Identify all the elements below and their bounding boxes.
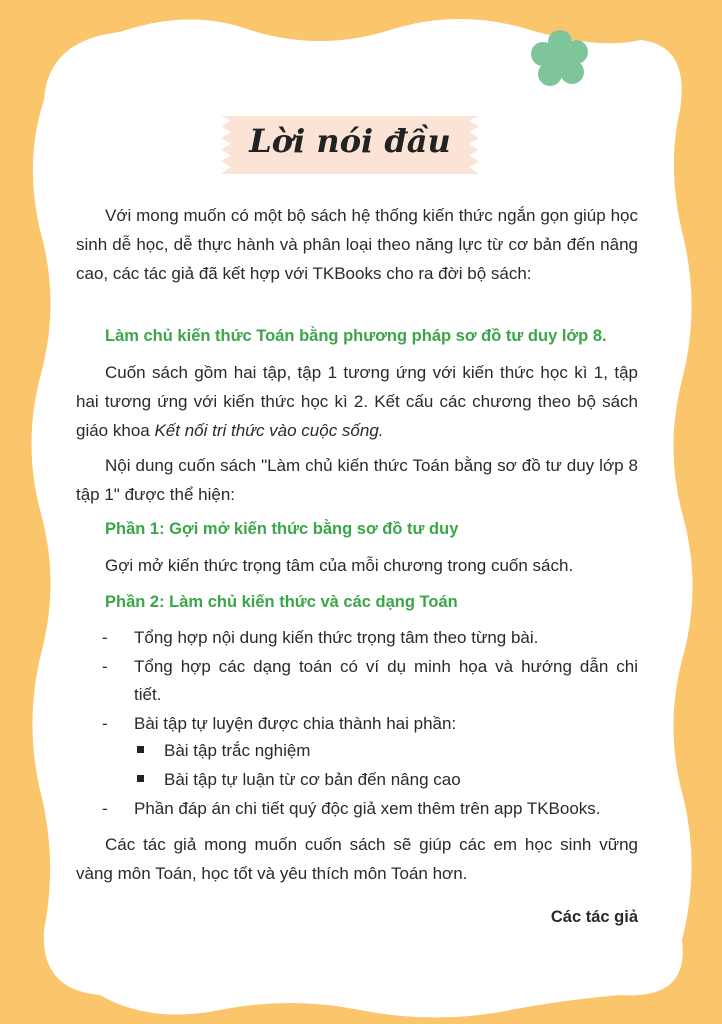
part1-heading: Phần 1: Gợi mở kiến thức bằng sơ đồ tư duy (105, 520, 459, 538)
signature: Các tác giả (550, 908, 638, 926)
book-title: Làm chủ kiến thức Toán bằng phương pháp sơ đồ tư duy lớp 8. (105, 327, 607, 345)
dash-bullet: - (102, 714, 108, 733)
page-title: Lời nói đầu (249, 122, 451, 160)
series-name: Kết nối tri thức vào cuộc sống. (154, 421, 384, 440)
part2-heading: Phần 2: Làm chủ kiến thức và các dạng Toán (105, 593, 458, 611)
sub-list-item: Bài tập trắc nghiệm (164, 741, 311, 760)
list-item: Bài tập tự luyện được chia thành hai phần: (134, 714, 457, 733)
list-item: Tổng hợp nội dung kiến thức trọng tâm theo từng bài. (134, 628, 539, 647)
square-bullet-icon (137, 775, 144, 782)
closing-paragraph: Các tác giả mong muốn cuốn sách sẽ giúp các em học sinh vững vàng môn Toán, học tốt và yêu thích môn Toán hơn. (76, 835, 638, 883)
structure-paragraph (76, 358, 638, 445)
dash-bullet: - (102, 799, 108, 818)
sub-list-item: Bài tập tự luận từ cơ bản đến nâng cao (164, 770, 461, 789)
content-intro-paragraph: Nội dung cuốn sách "Làm chủ kiến thức Toán bằng sơ đồ tư duy lớp 8 tập 1" được thể hiện: (76, 456, 638, 504)
dash-bullet: - (102, 657, 108, 676)
flower-icon (528, 28, 592, 92)
intro-paragraph: Với mong muốn có một bộ sách hệ thống kiến thức ngắn gọn giúp học sinh dễ học, dễ thực hành và phân loại theo năng lực từ cơ bản đến nâng cao, các tác giả đã kết hợp với TKBooks cho ra đời bộ sách: (76, 206, 638, 283)
structure-text: Cuốn sách gồm hai tập, tập 1 tương ứng với kiến thức học kì 1, tập hai tương ứng với kiến thức học kì 2. Kết cấu các chương theo bộ sách giáo khoa (76, 363, 638, 440)
square-bullet-icon (137, 746, 144, 753)
list-item: Tổng hợp các dạng toán có ví dụ minh họa và hướng dẫn chi tiết. (134, 657, 638, 704)
list-item: Phần đáp án chi tiết quý độc giả xem thêm trên app TKBooks. (134, 799, 601, 818)
part1-text: Gợi mở kiến thức trọng tâm của mỗi chương trong cuốn sách. (105, 556, 574, 575)
dash-bullet: - (102, 628, 108, 647)
